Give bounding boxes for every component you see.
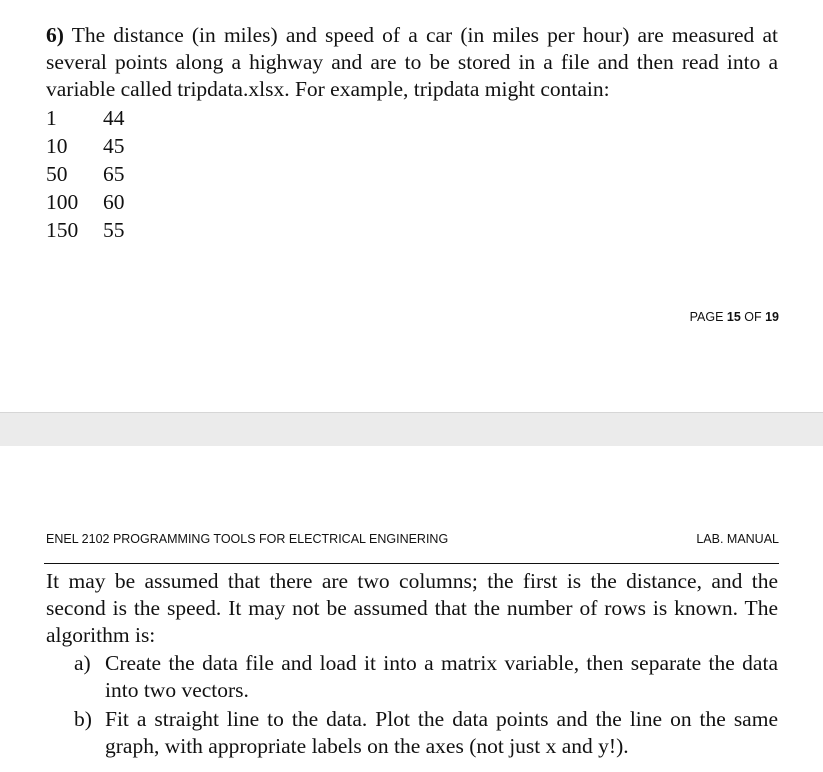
speed-cell: 60: [103, 190, 125, 214]
table-row: [46, 188, 125, 216]
distance-cell: 50: [46, 162, 68, 186]
distance-cell: 100: [46, 190, 79, 214]
list-item: [74, 706, 778, 760]
page-prefix: PAGE: [689, 310, 727, 324]
step-marker: a): [74, 651, 91, 675]
algorithm-steps: [74, 650, 778, 762]
page-of: OF: [740, 310, 766, 324]
table-row: [46, 160, 125, 188]
step-text: Fit a straight line to the data. Plot the data points and the line on the same graph, with appropriate labels on the axes (not just x and y!).: [105, 707, 778, 758]
trip-data-table: [46, 104, 125, 244]
question-intro-text: The distance (in miles) and speed of a car (in miles per hour) are measured at several points along a highway and are to be stored in a file and then read into a variable called tripdata.xlsx. For example, tripdata might contain:: [46, 23, 778, 101]
page-total: 19: [765, 310, 779, 324]
question-number: 6): [46, 23, 64, 47]
table-row: [46, 104, 125, 132]
speed-cell: 65: [103, 162, 125, 186]
table-row: [46, 132, 125, 160]
page-number: [690, 310, 779, 324]
step-marker: b): [74, 707, 92, 731]
question-intro: [46, 22, 778, 103]
table-row: [46, 216, 125, 244]
distance-cell: 10: [46, 134, 68, 158]
header-divider: [44, 563, 779, 564]
step-text: Create the data file and load it into a matrix variable, then separate the data into two vectors.: [105, 651, 778, 702]
question-continuation: It may be assumed that there are two columns; the first is the distance, and the second is the speed. It may not be assumed that the number of rows is known. The algorithm is:: [46, 569, 778, 647]
speed-cell: 44: [103, 106, 125, 130]
speed-cell: 45: [103, 134, 125, 158]
page-separator: [0, 412, 823, 447]
speed-cell: 55: [103, 218, 125, 242]
distance-cell: 150: [46, 218, 79, 242]
running-header-course: ENEL 2102 PROGRAMMING TOOLS FOR ELECTRICAL ENGINERING: [46, 532, 449, 546]
distance-cell: 1: [46, 106, 57, 130]
page-current: 15: [726, 310, 741, 324]
running-header-doc-type: LAB. MANUAL: [696, 532, 779, 546]
list-item: [74, 650, 778, 704]
